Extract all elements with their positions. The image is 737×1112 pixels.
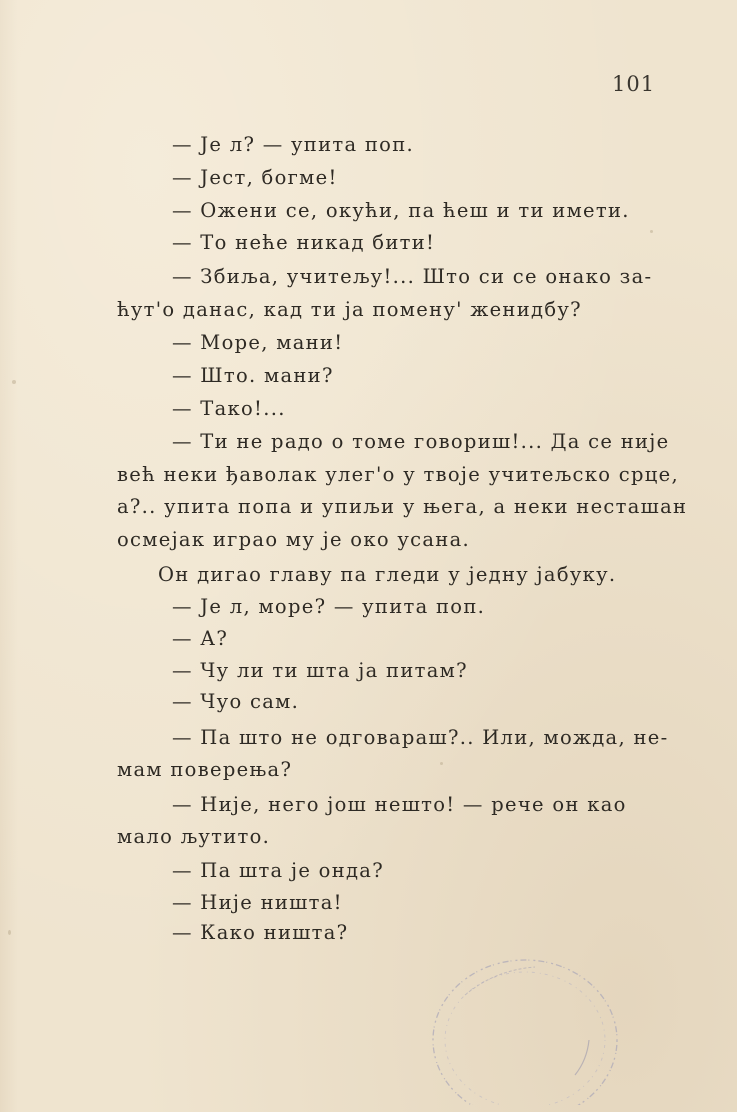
text-line: а?.. упита попа и упиљи у њега, а неки несташан	[117, 495, 688, 518]
paper-speck	[440, 762, 443, 765]
text-line: — Па шта је онда?	[172, 859, 384, 882]
text-line: — Ти не радо о томе говориш!... Да се није	[172, 430, 670, 453]
text-line: — Није, него још нешто! — рече он као	[172, 793, 627, 816]
text-line: мало љутито.	[117, 825, 271, 848]
text-line: — Па што не одговараш?.. Или, можда, не-	[172, 726, 669, 749]
text-line: — А?	[172, 627, 229, 650]
text-line: — Чуо сам.	[172, 690, 300, 713]
text-line: — Чу ли ти шта ја питам?	[172, 659, 468, 682]
text-line: — Ожени се, окући, па ћеш и ти имети.	[172, 199, 630, 222]
text-line: — Тако!...	[172, 397, 286, 420]
text-line: — То неће никад бити!	[172, 231, 436, 254]
text-line: ћут'о данас, кад ти ја помену' женидбу?	[117, 298, 582, 321]
text-line: — Јест, богме!	[172, 166, 338, 189]
page-number: 101	[612, 72, 656, 96]
paper-speck	[650, 230, 653, 233]
text-line: — Збиља, учитељу!... Што си се онако за-	[172, 265, 653, 288]
text-line: мам поверења?	[117, 758, 293, 781]
text-line: — Није ништа!	[172, 891, 343, 914]
text-line: — Што. мани?	[172, 364, 334, 387]
paper-speck	[12, 380, 16, 384]
library-stamp	[425, 955, 625, 1105]
text-line: — Је л? — упита поп.	[172, 133, 415, 156]
paper-speck	[8, 930, 11, 935]
text-line: — Море, мани!	[172, 331, 344, 354]
text-line: већ неки ђаволак улег'о у твоје учитељско срце,	[117, 463, 679, 486]
text-line: — Је л, море? — упита поп.	[172, 595, 486, 618]
text-line: — Како ништа?	[172, 921, 349, 944]
text-line: Он дигао главу па гледи у једну јабуку.	[158, 563, 617, 586]
text-line: осмејак играо му је око усана.	[117, 528, 471, 551]
